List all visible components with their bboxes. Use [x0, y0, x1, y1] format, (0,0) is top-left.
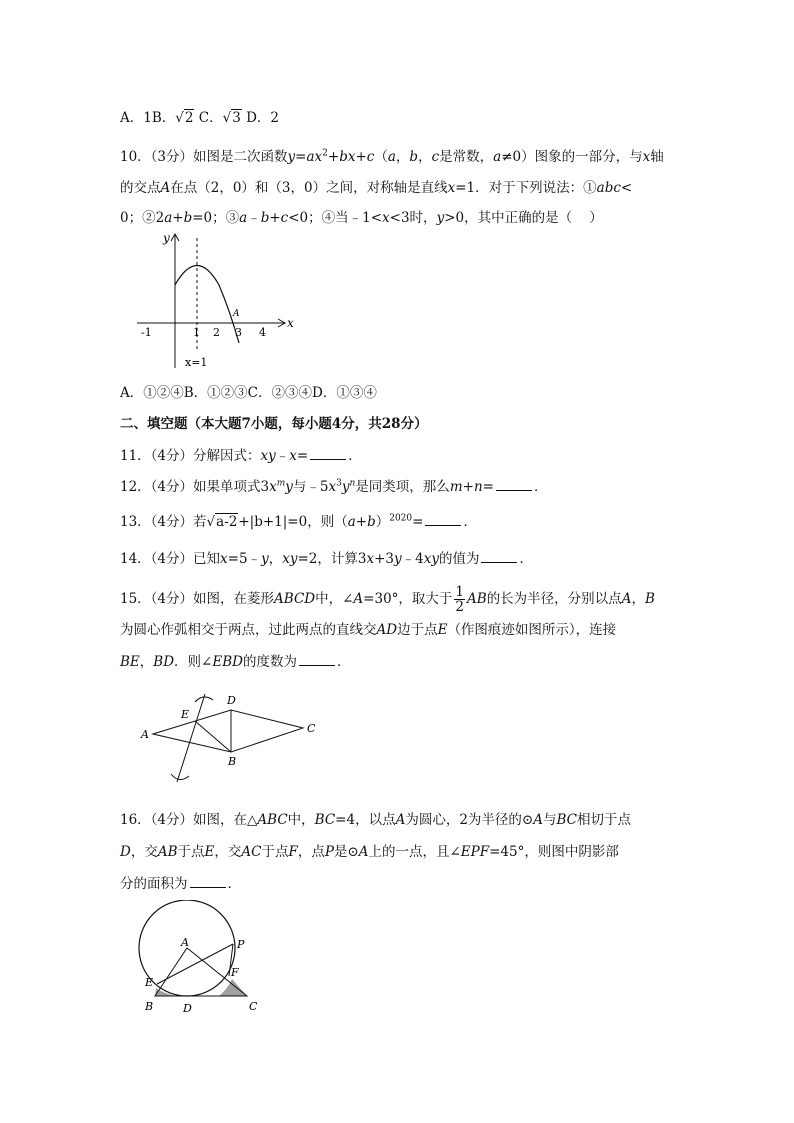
q16-line1: 16．（4分）如图，在△ABC中，BC=4，以点A为圆心，2为半径的⊙A与BC相切于点 [120, 812, 631, 828]
label-d: D [183, 1002, 192, 1015]
label-a: A [141, 728, 149, 741]
tick-label-1: 1 [193, 326, 200, 339]
arc-bottom [171, 774, 189, 780]
q15-rhombus-figure [135, 688, 325, 788]
label-a: A [181, 936, 189, 949]
answer-blank [496, 478, 532, 491]
fraction-one-half: $\frac{1}{2}$ [455, 584, 465, 615]
label-e: E [145, 976, 154, 989]
sqrt-2: √2 [175, 110, 194, 126]
answer-blank [425, 513, 461, 526]
label-p: P [237, 938, 245, 951]
q14: 14．（4分）已知x=5﹣y，xy=2，计算3x+3y﹣4xy的值为 ． [120, 551, 533, 567]
q15-line2: 为圆心作弧相交于两点，过此两点的直线交AD边于点E（作图痕迹如图所示），连接 [120, 622, 617, 638]
parabola-curve [175, 266, 239, 344]
label-c: C [307, 722, 316, 735]
symmetry-axis-label: x=1 [185, 356, 208, 369]
q16-line2: D，交AB于点E，交AC于点F，点P是⊙A上的一点，且∠EPF=45°，则图中阴影部 [120, 844, 619, 860]
shaded-region-right [219, 979, 247, 996]
segment-ep [157, 944, 233, 984]
section2-heading: 二、填空题（本大题7小题，每小题4分，共28分） [120, 416, 428, 432]
q15-line1: 15．（4分）如图，在菱形ABCD中，∠A=30°，取大于 $\frac{1}{2}$ AB的长为半径，分别以点A，B [120, 584, 655, 615]
q10-line2: 的交点A在点（2，0）和（3，0）之间，对称轴是直线x=1．对于下列说法：①abc< [120, 180, 633, 196]
q16-circle-figure [135, 900, 275, 1020]
label-e: E [181, 708, 190, 721]
q10-parabola-figure [135, 228, 300, 373]
answer-blank [481, 550, 517, 563]
q10-line3: 0；②2a+b=0；③a﹣b+c<0；④当﹣1<x<3时，y>0，其中正确的是（ ） [120, 210, 603, 226]
tick-label-4: 4 [259, 326, 266, 339]
answer-blank [299, 653, 335, 666]
tick-label-3: 3 [235, 326, 242, 339]
label-f: F [231, 966, 239, 979]
sqrt-3: √3 [222, 110, 241, 126]
label-c: C [249, 1000, 258, 1013]
q16-line3: 分的面积为 ． [120, 876, 241, 892]
y-axis-label: y [163, 231, 170, 245]
sqrt-a-minus-2: √a-2 [206, 514, 238, 530]
x-axis-label: x [287, 316, 294, 330]
label-b: B [228, 755, 237, 768]
q15-line3: BE，BD．则∠EBD的度数为 ． [120, 654, 351, 670]
q9-options: A．1B．√2 C．√3 D．2 [120, 110, 280, 126]
answer-blank [310, 447, 346, 460]
label-d: D [227, 694, 236, 707]
tick-label-neg1: -1 [141, 326, 152, 339]
rhombus-abcd [153, 710, 303, 752]
q10-options: A．①②④B．①②③C．②③④D．①③④ [120, 385, 377, 401]
answer-blank [190, 875, 226, 888]
point-a-label: A [233, 309, 240, 319]
tick-label-2: 2 [213, 326, 220, 339]
q10-line1: 10．（3分）如图是二次函数$y=ax^2+bx+c(a$，b，c是常数，a≠0）图象的一部分，与x轴 [120, 148, 664, 165]
q13: 13．（4分）若√a-2+|b+1|=0，则$(a+b)^{2020}=$ ． [120, 513, 477, 530]
label-b: B [145, 1000, 154, 1013]
q12: 12．（4分）如果单项式$3x^my$与$﹣5x^3y^n$是同类项，那么m+n= ． [120, 478, 548, 495]
q11: 11．（4分）分解因式：xy﹣x= ． [120, 448, 362, 464]
